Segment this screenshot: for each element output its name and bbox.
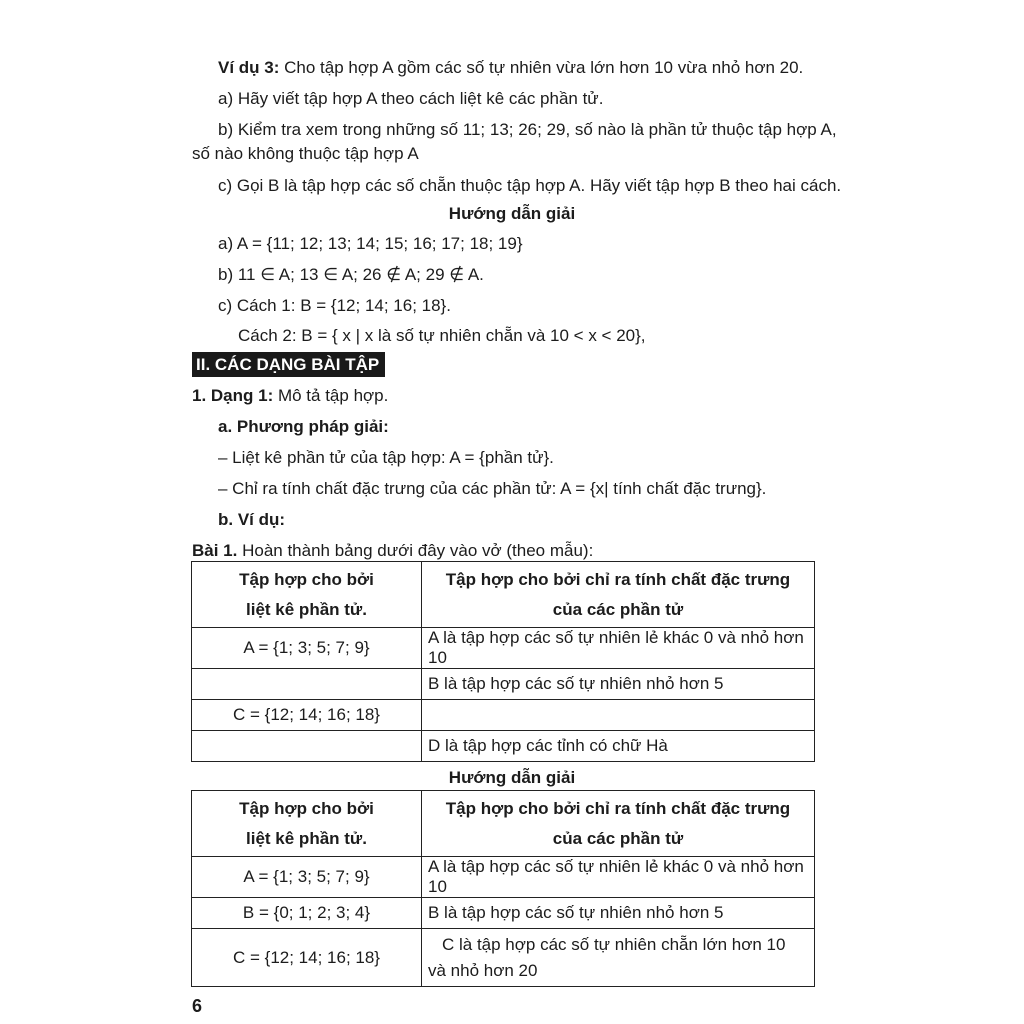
cell-list: A = {1; 3; 5; 7; 9} bbox=[192, 628, 422, 669]
table-row bbox=[192, 669, 815, 700]
exercise-1-text: Hoàn thành bảng dưới đây vào vở (theo mẫu): bbox=[237, 541, 594, 560]
solution-heading-2: Hướng dẫn giải bbox=[448, 768, 576, 787]
table-row bbox=[192, 628, 815, 669]
header-col-list-line1: Tập hợp cho bởi bbox=[239, 798, 374, 818]
cell-list: C = {12; 14; 16; 18} bbox=[192, 929, 422, 987]
cell-property: A là tập hợp các số tự nhiên lẻ khác 0 và nhỏ hơn 10 bbox=[422, 857, 815, 898]
cell-list: C = {12; 14; 16; 18} bbox=[192, 700, 422, 731]
method-item-2: – Chỉ ra tính chất đặc trưng của các phần tử: A = {x| tính chất đặc trưng}. bbox=[218, 479, 767, 498]
solution-1-c-way1: c) Cách 1: B = {12; 14; 16; 18}. bbox=[218, 296, 451, 315]
header-col-list-line1: Tập hợp cho bởi bbox=[239, 569, 374, 589]
solution-table bbox=[191, 790, 815, 987]
cell-list: B = {0; 1; 2; 3; 4} bbox=[192, 898, 422, 929]
header-col-list bbox=[192, 562, 422, 628]
cell-property: B là tập hợp các số tự nhiên nhỏ hơn 5 bbox=[422, 669, 815, 700]
exercise-table bbox=[191, 561, 815, 762]
example-3-text: Cho tập hợp A gồm các số tự nhiên vừa lớn hơn 10 vừa nhỏ hơn 20. bbox=[279, 58, 804, 77]
cell-property: B là tập hợp các số tự nhiên nhỏ hơn 5 bbox=[422, 898, 815, 929]
header-col-list bbox=[192, 791, 422, 857]
cell-property: D là tập hợp các tỉnh có chữ Hà bbox=[422, 731, 815, 762]
solution-1-c-way2: Cách 2: B = { x | x là số tự nhiên chẵn và 10 < x < 20}, bbox=[238, 326, 646, 345]
example-3-part-c: c) Gọi B là tập hợp các số chẵn thuộc tập hợp A. Hãy viết tập hợp B theo hai cách. bbox=[218, 176, 842, 195]
header-col-property-line1: Tập hợp cho bởi chỉ ra tính chất đặc trưng bbox=[445, 569, 791, 589]
section-title: II. CÁC DẠNG BÀI TẬP bbox=[192, 352, 385, 377]
header-col-property-line1: Tập hợp cho bởi chỉ ra tính chất đặc trưng bbox=[445, 798, 791, 818]
header-col-property bbox=[422, 562, 815, 628]
example-3-part-a: a) Hãy viết tập hợp A theo cách liệt kê các phần tử. bbox=[218, 89, 604, 108]
cell-list bbox=[192, 731, 422, 762]
example-3-title bbox=[218, 57, 803, 79]
example-heading: b. Ví dụ: bbox=[218, 510, 286, 529]
table-row bbox=[192, 700, 815, 731]
type-1-title bbox=[192, 385, 388, 407]
cell-property bbox=[422, 700, 815, 731]
method-heading: a. Phương pháp giải: bbox=[218, 417, 389, 436]
table-row bbox=[192, 898, 815, 929]
exercise-1-label: Bài 1. bbox=[192, 541, 238, 560]
solution-heading-1: Hướng dẫn giải bbox=[448, 204, 576, 223]
table-row bbox=[192, 731, 815, 762]
type-1-text: Mô tả tập hợp. bbox=[273, 386, 389, 405]
example-3-label: Ví dụ 3: bbox=[218, 58, 280, 77]
type-1-label: 1. Dạng 1: bbox=[192, 386, 274, 405]
page-number: 6 bbox=[192, 996, 203, 1016]
table-header-row bbox=[192, 562, 815, 628]
example-3-part-b-line1: b) Kiểm tra xem trong những số 11; 13; 26; 29, số nào là phần tử thuộc tập hợp A, bbox=[218, 120, 837, 139]
header-col-list-line2: liệt kê phần tử. bbox=[246, 828, 367, 848]
header-col-property-line2: của các phần tử bbox=[552, 828, 684, 848]
cell-list bbox=[192, 669, 422, 700]
cell-property: C là tập hợp các số tự nhiên chẵn lớn hơn 10 và nhỏ hơn 20 bbox=[422, 929, 815, 987]
header-col-property-line2: của các phần tử bbox=[552, 599, 684, 619]
solution-1-a: a) A = {11; 12; 13; 14; 15; 16; 17; 18; 19} bbox=[218, 234, 523, 253]
method-item-1: – Liệt kê phần tử của tập hợp: A = {phần tử}. bbox=[218, 448, 554, 467]
header-col-property bbox=[422, 791, 815, 857]
cell-property: A là tập hợp các số tự nhiên lẻ khác 0 và nhỏ hơn 10 bbox=[422, 628, 815, 669]
header-col-list-line2: liệt kê phần tử. bbox=[246, 599, 367, 619]
table-header-row bbox=[192, 791, 815, 857]
example-3-part-b-line2: số nào không thuộc tập hợp A bbox=[192, 144, 419, 163]
solution-1-b: b) 11 ∈ A; 13 ∈ A; 26 ∉ A; 29 ∉ A. bbox=[218, 265, 484, 284]
exercise-1-title bbox=[192, 540, 593, 562]
table-row bbox=[192, 857, 815, 898]
cell-list: A = {1; 3; 5; 7; 9} bbox=[192, 857, 422, 898]
table-row bbox=[192, 929, 815, 987]
